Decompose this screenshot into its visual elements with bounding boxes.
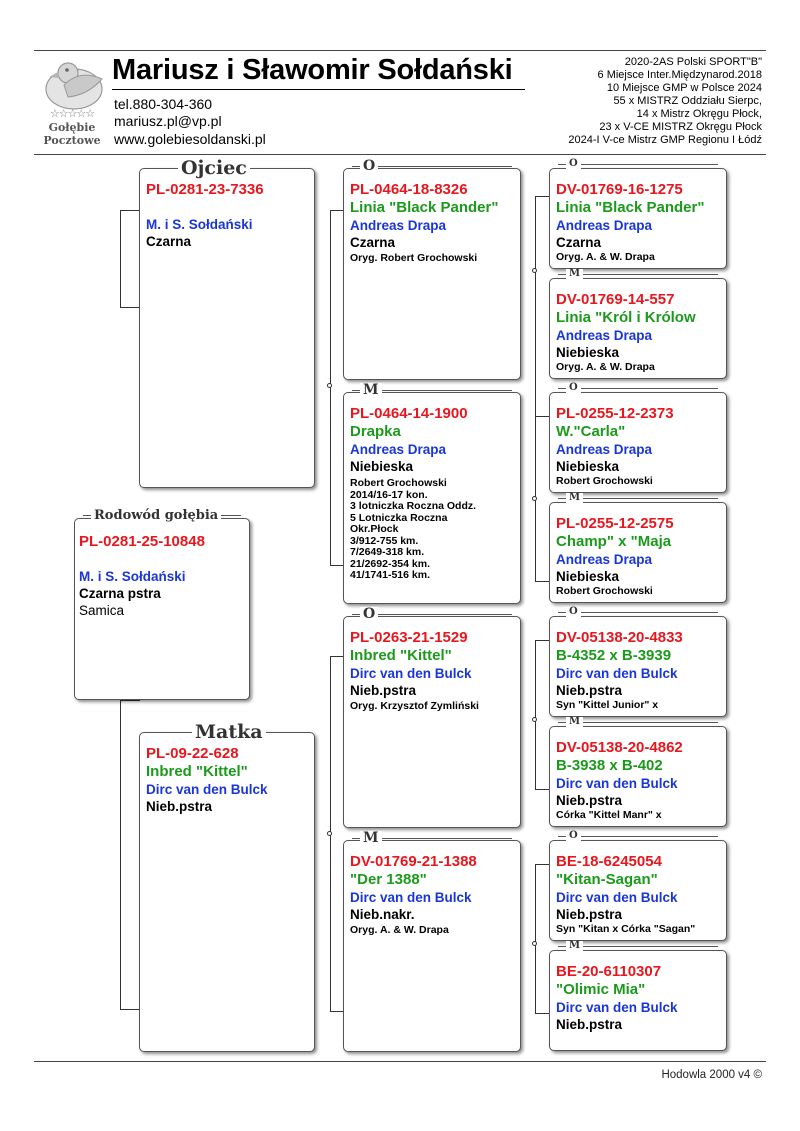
connector-dot (327, 831, 332, 836)
breeder: Dirc van den Bulck (556, 1000, 678, 1015)
pedigree-card-ffm (549, 268, 727, 379)
card-title: Ojciec (178, 159, 250, 178)
card-title: M (360, 831, 382, 845)
pigeon-name: Linia "Black Pander" (556, 199, 705, 216)
note-line: 41/1741-516 km. (350, 570, 430, 581)
note-line: 21/2692-354 km. (350, 558, 430, 570)
note-line: Robert Grochowski (556, 476, 653, 487)
pigeon-name: "Der 1388" (350, 871, 427, 888)
card-title: O (360, 607, 378, 621)
card-title: O (566, 607, 581, 617)
card-title: M (566, 269, 583, 279)
ring-number: PL-09-22-628 (146, 745, 239, 762)
connector (120, 210, 140, 308)
connector-dot (532, 717, 537, 722)
connector-dot (532, 496, 537, 501)
pedigree-card-fmm (549, 492, 727, 603)
pigeon-name: Drapka (350, 423, 401, 440)
card-title: Rodowód gołębia (91, 509, 221, 522)
achievement-line: 14 x Mistrz Okręgu Płock, (636, 108, 762, 120)
note-line: 5 Lotniczka Roczna (350, 512, 448, 524)
pedigree-card-father (139, 157, 315, 488)
ring-number: DV-05138-20-4862 (556, 739, 683, 756)
pigeon-name: Inbred "Kittel" (350, 647, 452, 664)
color: Czarna pstra (79, 586, 161, 601)
pigeon-name: "Kitan-Sagan" (556, 871, 658, 888)
color: Niebieska (556, 345, 620, 360)
achievement-line: 10 Miejsce GMP w Polsce 2024 (606, 82, 762, 94)
pedigree-card-mmf (549, 830, 727, 941)
color: Nieb.pstra (556, 907, 623, 922)
pigeon-name: W."Carla" (556, 423, 626, 440)
breeder: Dirc van den Bulck (146, 782, 268, 797)
connector (535, 640, 550, 790)
color: Czarna (350, 235, 396, 250)
logo-stars: ☆☆☆☆☆ (49, 107, 95, 120)
connector (330, 210, 344, 566)
connector-dot (327, 383, 332, 388)
note-line: Oryg. Robert Grochowski (350, 253, 478, 264)
note-line: Córka "Kittel Manr" x (556, 810, 662, 821)
pedigree-card-mff (549, 606, 727, 717)
color: Nieb.pstra (556, 1017, 623, 1032)
color: Czarna (146, 234, 192, 249)
name-underline (112, 89, 525, 90)
connector-dot (532, 268, 537, 273)
ring-number: BE-18-6245054 (556, 853, 662, 870)
ring-number: DV-05138-20-4833 (556, 629, 683, 646)
note-line: Oryg. Krzysztof Zymliński (350, 701, 479, 712)
achievement-line: 2020-2AS Polski SPORT"B" (624, 56, 762, 68)
phone: tel.880-304-360 (114, 96, 213, 112)
color: Niebieska (556, 459, 620, 474)
connector (535, 416, 550, 582)
breeder: Andreas Drapa (556, 442, 653, 457)
card-title: O (566, 159, 581, 169)
breeder: Andreas Drapa (556, 218, 653, 233)
header-divider (34, 154, 766, 155)
ring-number: PL-0464-14-1900 (350, 405, 468, 422)
achievement-line: 23 x V-CE MISTRZ Okręgu Płock (599, 121, 762, 133)
footer-divider (34, 1061, 766, 1062)
note-line: Robert Grochowski (556, 586, 653, 597)
achievement-line: 2024-I V-ce Mistrz GMP Regionu I Łódź (568, 134, 762, 146)
ring-number: PL-0281-23-7336 (146, 181, 264, 198)
ring-number: PL-0464-18-8326 (350, 181, 468, 198)
note-line: 2014/16-17 kon. (350, 489, 428, 501)
card-title: M (566, 717, 583, 727)
pigeon-name: Linia "Król i Królow (556, 309, 696, 326)
ring-number: PL-0263-21-1529 (350, 629, 468, 646)
pedigree-card-ff (343, 158, 521, 380)
connector (330, 656, 344, 1012)
pedigree-card-fm (343, 382, 521, 604)
note-line: Oryg. A. & W. Drapa (556, 252, 655, 263)
pedigree-card-mfm (549, 716, 727, 827)
note-line: Robert Grochowski (350, 478, 447, 489)
email: mariusz.pl@vp.pl (114, 113, 222, 129)
connector (120, 700, 140, 1010)
breeder: Dirc van den Bulck (350, 890, 472, 905)
pedigree-card-fmf (549, 382, 727, 493)
pedigree-card-mm (343, 830, 521, 1052)
software-footer: Hodowla 2000 v4 © (661, 1069, 762, 1081)
ring-number: DV-01769-21-1388 (350, 853, 477, 870)
sex: Samica (79, 603, 125, 618)
card-title: M (566, 493, 583, 503)
note-line: Syn "Kittel Junior" x (556, 700, 659, 711)
note-line: Oryg. A. & W. Drapa (556, 362, 655, 373)
website: www.golebiesoldanski.pl (114, 131, 266, 147)
pigeon-name: "Olimic Mia" (556, 981, 646, 998)
pedigree-card-mother (139, 721, 315, 1052)
breeder: Dirc van den Bulck (350, 666, 472, 681)
color: Nieb.pstra (556, 683, 623, 698)
achievement-line: 6 Miejsce Inter.Międzynarod.2018 (597, 69, 762, 81)
note-line: 3 lotniczka Roczna Oddz. (350, 501, 477, 512)
breeder: Andreas Drapa (556, 328, 653, 343)
pigeon-name: Inbred "Kittel" (146, 763, 248, 780)
breeder: Dirc van den Bulck (556, 890, 678, 905)
breeder: M. i S. Sołdański (79, 569, 186, 584)
pigeon-name: Champ" x "Maja (556, 533, 672, 550)
pedigree-card-mf (343, 606, 521, 828)
card-title: Matka (192, 723, 266, 742)
breeder: M. i S. Sołdański (146, 217, 253, 232)
breeder: Andreas Drapa (350, 442, 447, 457)
ring-number: PL-0281-25-10848 (79, 533, 205, 550)
logo-text-line1: Gołębie (48, 121, 96, 134)
note-line: 3/912-755 km. (350, 535, 419, 547)
ring-number: DV-01769-14-557 (556, 291, 675, 308)
card-spacer (79, 551, 245, 568)
achievement-line: 55 x MISTRZ Oddziału Sierpc, (613, 95, 762, 107)
ring-number: DV-01769-16-1275 (556, 181, 683, 198)
note-line: 7/2649-318 km. (350, 547, 425, 558)
color: Czarna (556, 235, 602, 250)
pigeon-name: B-4352 x B-3939 (556, 647, 672, 664)
card-title: M (566, 941, 583, 951)
note-line: Okr.Płock (350, 524, 399, 535)
color: Niebieska (556, 569, 620, 584)
pigeon-name: Linia "Black Pander" (350, 199, 499, 216)
breeder: Dirc van den Bulck (556, 776, 678, 791)
breeder-name: Mariusz i Sławomir Sołdański (112, 54, 513, 86)
color: Nieb.nakr. (350, 907, 415, 922)
card-spacer (146, 199, 310, 216)
breeder: Andreas Drapa (556, 552, 653, 567)
connector (535, 864, 550, 1014)
logo-text-line2: Pocztowe (43, 134, 101, 147)
color: Niebieska (350, 459, 414, 474)
ring-number: PL-0255-12-2575 (556, 515, 674, 532)
pedigree-card-main (74, 508, 250, 700)
breeder: Dirc van den Bulck (556, 666, 678, 681)
pigeon-logo (34, 55, 110, 150)
color: Nieb.pstra (556, 793, 623, 808)
card-title: O (360, 159, 378, 173)
card-title: M (360, 383, 382, 397)
note-line: Oryg. A. & W. Drapa (350, 925, 449, 936)
ring-number: BE-20-6110307 (556, 963, 662, 980)
breeder: Andreas Drapa (350, 218, 447, 233)
pedigree-card-fff (549, 158, 727, 269)
pigeon-name: B-3938 x B-402 (556, 757, 663, 774)
ring-number: PL-0255-12-2373 (556, 405, 674, 422)
top-divider (34, 50, 766, 51)
note-line: Syn "Kitan x Córka "Sagan" (556, 924, 696, 935)
pedigree-card-mmm (549, 940, 727, 1051)
card-title: O (566, 383, 581, 393)
color: Nieb.pstra (350, 683, 417, 698)
card-title: O (566, 831, 581, 841)
achievements-list (568, 56, 762, 147)
connector-dot (532, 941, 537, 946)
color: Nieb.pstra (146, 799, 213, 814)
